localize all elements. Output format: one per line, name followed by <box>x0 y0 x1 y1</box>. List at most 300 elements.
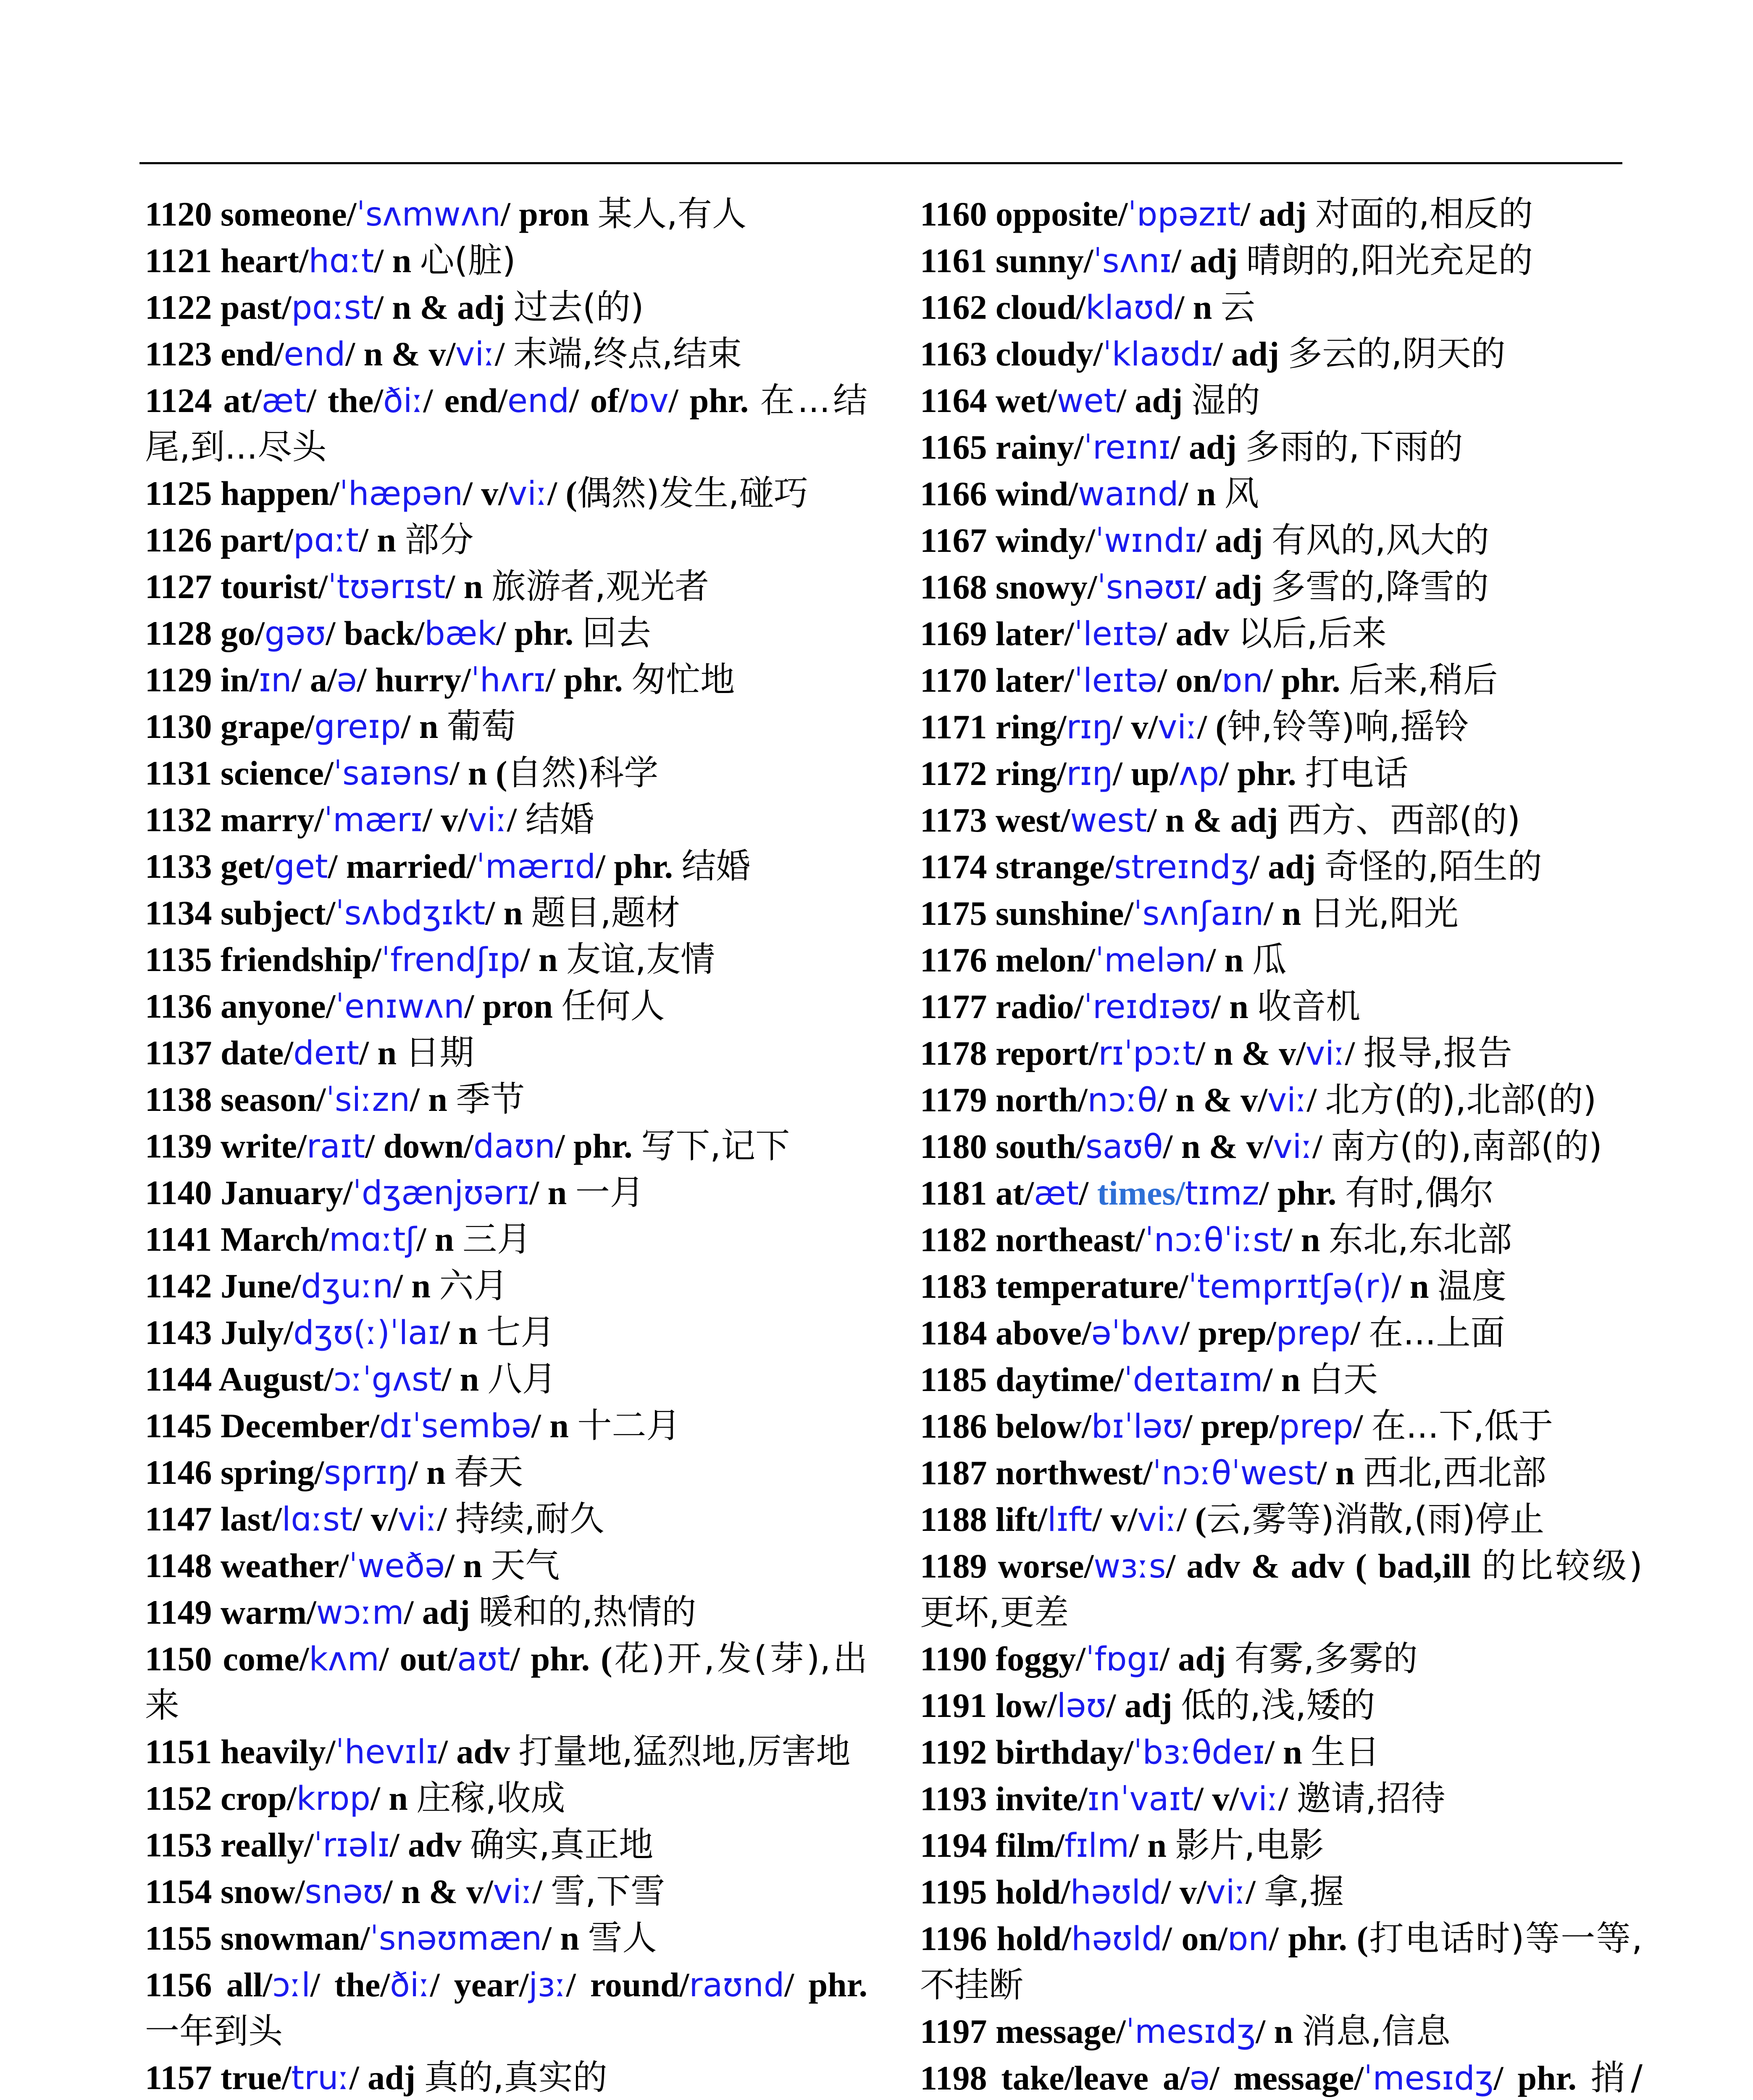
vocabulary-entry <box>145 2055 867 2100</box>
chinese-definition: 有风的,风大的 <box>1271 520 1489 560</box>
chinese-definition: 低的,浅,矮的 <box>1181 1685 1375 1725</box>
entry-text: / adj <box>1197 521 1272 559</box>
entry-text: 1193 invite/ <box>920 1780 1088 1818</box>
entry-text: / back/ <box>326 614 425 652</box>
entry-text: 1185 daytime/ <box>920 1360 1124 1399</box>
phonetic-transcription: streɪndʒ <box>1114 848 1250 886</box>
entry-text: / n <box>370 1779 417 1817</box>
phonetic-transcription: ˈwɪndɪ <box>1095 522 1197 560</box>
entry-text: / n <box>1264 894 1310 932</box>
chinese-definition: 在...下,低于 <box>1371 1406 1553 1446</box>
entry-text: 1137 date/ <box>145 1034 294 1072</box>
phonetic-transcription: wɜːs <box>1093 1548 1166 1586</box>
entry-text: / phr. <box>545 661 632 699</box>
entry-text: 1143 July/ <box>145 1313 294 1352</box>
vocabulary-entry <box>920 1357 1643 1403</box>
entry-text: / n <box>520 940 567 979</box>
chinese-definition: 南方(的),南部(的) <box>1330 1126 1602 1166</box>
entry-text: / married/ <box>328 847 476 885</box>
phonetic-transcription: ˈhæpən <box>339 475 463 513</box>
vocabulary-entry <box>145 657 867 704</box>
phonetic-transcription: dʒuːn <box>301 1268 394 1305</box>
phonetic-transcription: ˈleɪtə <box>1074 662 1158 700</box>
phonetic-transcription: wɔːm <box>316 1594 404 1632</box>
vocabulary-entry <box>920 657 1643 704</box>
entry-text: 1145 December/ <box>145 1407 379 1445</box>
entry-text: 1140 January/ <box>145 1173 353 1212</box>
entry-text: / n <box>529 1173 576 1212</box>
chinese-definition: 西方、西部(的) <box>1287 800 1521 840</box>
phonetic-transcription: bæk <box>424 615 497 653</box>
vocabulary-entry <box>145 1076 867 1123</box>
entry-text: / adj <box>1170 428 1246 466</box>
entry-text: 1169 later/ <box>920 614 1074 653</box>
phonetic-transcription: viː <box>508 475 548 513</box>
entry-text: / adj <box>1249 848 1325 886</box>
vocabulary-entry <box>145 1356 867 1403</box>
chinese-definition: 报导,报告 <box>1363 1033 1512 1073</box>
entry-text: / n <box>440 1313 486 1352</box>
vocabulary-entry <box>145 238 867 284</box>
entry-text: / pron <box>464 987 562 1025</box>
vocabulary-entry <box>920 1636 1643 1683</box>
phonetic-transcription: ˈsnəʊmæn <box>370 1920 542 1958</box>
entry-text: 1164 wet/ <box>920 381 1057 420</box>
entry-text: / n & v/ <box>383 1872 493 1911</box>
chinese-definition: 云,雾等)消散,(雨)停止 <box>1206 1499 1545 1539</box>
phonetic-transcription: viː <box>468 801 507 839</box>
phonetic-transcription: sprɪŋ <box>324 1454 408 1492</box>
entry-text: 1166 wind/ <box>920 475 1078 513</box>
vocabulary-entry <box>920 1310 1643 1357</box>
entry-text: 1161 sunny/ <box>920 242 1093 280</box>
entry-text: / adj <box>1117 381 1191 420</box>
phonetic-transcription: truː <box>291 2059 350 2097</box>
entry-text: 1189 worse/ <box>920 1547 1094 1585</box>
chinese-definition: 结婚 <box>525 800 594 840</box>
entry-text: / v/ <box>1161 1873 1206 1911</box>
phonetic-transcription: ˈmesɪdʒ <box>1364 2060 1494 2097</box>
entry-text: / <box>507 801 526 839</box>
chinese-definition: 题目,题材 <box>531 893 680 933</box>
vocabulary-entry <box>920 844 1643 890</box>
chinese-definition: 任何人 <box>561 986 665 1026</box>
chinese-definition: 雪人 <box>588 1918 657 1958</box>
chinese-definition: 湿的 <box>1191 381 1260 420</box>
entry-text: / n & v/ <box>345 335 456 373</box>
entry-text: / n <box>1263 1360 1309 1399</box>
entry-text: / n <box>1256 2012 1302 2050</box>
phonetic-transcription: viː <box>397 1501 437 1538</box>
phonetic-transcription: rɪˈpɔːt <box>1098 1035 1196 1073</box>
vocabulary-entry <box>145 750 867 797</box>
phonetic-transcription: rɪŋ <box>1066 755 1113 793</box>
phonetic-transcription: lɪft <box>1047 1501 1093 1539</box>
phonetic-transcription: ðiː <box>383 382 423 420</box>
entry-text: / n <box>358 521 405 559</box>
vocabulary-entry <box>920 238 1643 284</box>
chinese-definition: 拿,握 <box>1264 1872 1344 1912</box>
entry-text: / adj <box>1160 1640 1235 1678</box>
vocabulary-entry <box>920 284 1643 331</box>
chinese-definition: 七月 <box>486 1312 555 1352</box>
phonetic-transcription: viː <box>1158 709 1198 746</box>
entry-text: / year/ <box>430 1966 529 2004</box>
entry-text: / adj <box>1213 335 1288 373</box>
vocabulary-entry <box>920 937 1643 984</box>
entry-text: / adj <box>1241 195 1316 233</box>
chinese-definition: 旅游者,观光者 <box>491 567 710 606</box>
entry-text: / n <box>442 1360 488 1398</box>
vocabulary-entry <box>145 1310 867 1356</box>
entry-text: / v/ <box>352 1500 398 1538</box>
chinese-definition: 有雾,多雾的 <box>1234 1639 1418 1679</box>
vocabulary-entry <box>145 1030 867 1076</box>
entry-text: / <box>437 1500 455 1538</box>
chinese-definition: 云 <box>1220 287 1255 327</box>
entry-text: 1146 spring/ <box>145 1453 324 1491</box>
phonetic-transcription: saʊθ <box>1085 1128 1163 1166</box>
chinese-definition: 葡萄 <box>447 706 516 746</box>
chinese-definition: 打电话 <box>1305 753 1409 793</box>
vocabulary-entry <box>920 424 1643 471</box>
phonetic-transcription: viː <box>1273 1128 1313 1166</box>
entry-text: / n & v/ <box>1157 1081 1267 1119</box>
entry-text: 1171 ring/ <box>920 708 1067 746</box>
entry-text: / v/ <box>422 801 468 839</box>
entry-text: 1198 take/leave a/ <box>920 2059 1190 2097</box>
entry-text: / n <box>401 707 447 746</box>
entry-text: 1153 really/ <box>145 1826 314 1864</box>
chinese-definition: 在...上面 <box>1369 1313 1505 1353</box>
phonetic-transcription: həʊld <box>1071 1920 1162 1958</box>
phonetic-transcription: ˈfrendʃɪp <box>381 941 520 979</box>
entry-text: / prep/ <box>1183 1407 1279 1445</box>
entry-text: 1149 warm/ <box>145 1593 316 1631</box>
vocabulary-entry <box>920 1729 1643 1776</box>
phonetic-transcription: ɒn <box>1221 662 1263 700</box>
vocabulary-entry <box>145 284 867 331</box>
entry-text: 1183 temperature/ <box>920 1267 1188 1305</box>
entry-text: / end/ <box>423 381 508 420</box>
entry-text: / pron <box>501 195 598 233</box>
chinese-definition: 自然)科学 <box>507 753 659 793</box>
phonetic-transcription: ˈenɪwʌn <box>335 988 465 1026</box>
phonetic-transcription: dʒʊ(ː)ˈlaɪ <box>293 1314 440 1352</box>
vocabulary-entry <box>145 1216 867 1263</box>
vocabulary-entry <box>920 1543 1643 1636</box>
chinese-definition: 真的,真实的 <box>424 2058 607 2097</box>
phonetic-transcription: ˈsʌmwʌn <box>356 196 501 234</box>
chinese-definition: 影片,电影 <box>1175 1825 1324 1865</box>
phonetic-transcription: əˈbʌv <box>1091 1315 1180 1352</box>
vocabulary-entry <box>920 1683 1643 1729</box>
vocabulary-entry <box>145 1449 867 1496</box>
chinese-definition: 生日 <box>1311 1732 1380 1772</box>
entry-text: / out/ <box>379 1640 457 1678</box>
chinese-definition: 在...结尾,到...尽头 <box>145 381 868 467</box>
vocabulary-entry <box>145 470 867 517</box>
phonetic-transcription: ˈmesɪdʒ <box>1125 2013 1256 2051</box>
entry-text: / n <box>408 1453 455 1491</box>
chinese-definition: 确实,真正地 <box>470 1825 654 1865</box>
entry-text: 1190 foggy/ <box>920 1640 1086 1678</box>
phonetic-transcription: west <box>1070 802 1147 840</box>
phonetic-transcription: kʌm <box>309 1641 379 1678</box>
vocabulary-entry <box>920 1822 1643 1869</box>
entry-text: / <box>1079 1174 1097 1212</box>
entry-text: / <box>1351 1314 1369 1352</box>
phonetic-transcription: jɜː <box>528 1966 566 2004</box>
phonetic-transcription: mɑːtʃ <box>329 1221 417 1259</box>
phonetic-transcription: ˈbɜːθdeɪ <box>1133 1734 1265 1772</box>
entry-text: 1197 message/ <box>920 2012 1126 2050</box>
entry-text: / adv <box>1157 614 1238 653</box>
phonetic-transcription: ə <box>336 662 357 699</box>
phonetic-transcription: ˈɒpəzɪt <box>1127 196 1241 234</box>
entry-text: 1162 cloud/ <box>920 288 1086 326</box>
chinese-definition: 白天 <box>1309 1360 1378 1399</box>
entry-text: / of/ <box>569 381 629 420</box>
vocabulary-entry <box>920 1170 1643 1217</box>
phonetic-transcription: ˈmærɪ <box>323 801 423 839</box>
entry-text: / n <box>410 1080 456 1118</box>
vocabulary-entry <box>920 1496 1643 1543</box>
entry-text: / <box>1345 1034 1364 1072</box>
chinese-definition: 庄稼,收成 <box>416 1778 565 1818</box>
chinese-definition: 东北,东北部 <box>1329 1220 1512 1260</box>
phonetic-transcription: ˈhevɪlɪ <box>335 1733 438 1771</box>
vocabulary-entry <box>145 331 867 378</box>
entry-text: 1154 snow/ <box>145 1872 305 1911</box>
chinese-definition: 结婚 <box>681 846 751 886</box>
phonetic-transcription: klaʊd <box>1085 289 1175 327</box>
chinese-definition: 打电话时)等一等,不挂断 <box>920 1919 1643 2005</box>
chinese-definition: 写下,记下 <box>641 1126 790 1166</box>
chinese-definition: 对面的,相反的 <box>1315 194 1533 234</box>
chinese-definition: 过去(的) <box>513 287 644 327</box>
entry-text: 1133 get/ <box>145 847 274 885</box>
chinese-definition: 消息,信息 <box>1301 2011 1451 2051</box>
chinese-definition: 北方(的),北部(的) <box>1325 1080 1597 1120</box>
entry-text: / ( <box>1177 1500 1207 1538</box>
phonetic-transcription: get <box>274 848 328 886</box>
phonetic-transcription: viː <box>1267 1082 1307 1119</box>
phonetic-transcription: ə <box>1189 2060 1210 2097</box>
phonetic-transcription: raʊnd <box>689 1966 785 2004</box>
vocabulary-entry <box>145 191 867 238</box>
entry-text: 1130 grape/ <box>145 707 315 746</box>
phonetic-transcription: raɪt <box>306 1128 365 1166</box>
entry-text: 1135 friendship/ <box>145 940 381 979</box>
entry-text: / n ( <box>449 754 507 792</box>
phonetic-transcription: ðiː <box>390 1966 430 2004</box>
phonetic-transcription: ˈmærɪd <box>476 848 596 886</box>
phonetic-transcription: viː <box>1306 1035 1346 1073</box>
entry-text: 1123 end/ <box>145 335 284 373</box>
chinese-definition: 捎/ <box>1590 2058 1643 2098</box>
entry-text: 1122 past/ <box>145 288 292 326</box>
vocabulary-entry <box>920 1030 1643 1077</box>
chinese-definition: 收音机 <box>1257 987 1361 1026</box>
entry-text: / <box>532 1872 551 1911</box>
entry-text: / phr. <box>496 614 582 652</box>
phonetic-transcription: ˈsʌnʃaɪn <box>1133 895 1264 933</box>
entry-text: 1126 part/ <box>145 521 294 559</box>
entry-text: 1178 report/ <box>920 1034 1099 1072</box>
entry-text: / n <box>485 894 531 932</box>
chinese-definition: 季节 <box>456 1079 525 1119</box>
phonetic-transcription: ɔːˈgʌst <box>333 1361 442 1399</box>
entry-text: 1127 tourist/ <box>145 567 328 606</box>
entry-text: / n & adj <box>1147 801 1287 839</box>
entry-text: 1134 subject/ <box>145 894 336 932</box>
vocabulary-entry <box>145 1915 867 1962</box>
entry-text: 1142 June/ <box>145 1267 301 1305</box>
vocabulary-entry <box>145 937 867 983</box>
entry-text: / <box>495 335 513 373</box>
phonetic-transcription: ˈtemprɪtʃə(r) <box>1188 1268 1392 1306</box>
entry-text: / n <box>1283 1221 1329 1259</box>
left-column <box>145 191 867 2100</box>
phonetic-transcription: ˈklaʊdɪ <box>1103 336 1213 373</box>
entry-text: 1177 radio/ <box>920 987 1084 1026</box>
entry-text: / a/ <box>292 661 337 699</box>
chinese-definition: 十二月 <box>577 1406 681 1446</box>
chinese-definition: 钟,铃等)响,摇铃 <box>1227 707 1469 747</box>
phonetic-transcription: rɪŋ <box>1066 709 1113 746</box>
entry-text: / phr. ( <box>1269 1919 1369 1958</box>
entry-text: 1152 crop/ <box>145 1779 297 1817</box>
entry-text: 1173 west/ <box>920 801 1070 839</box>
phonetic-transcription: ˈrɪəlɪ <box>313 1827 390 1864</box>
vocabulary-entry <box>145 564 867 610</box>
entry-text: / phr. <box>784 1966 868 2004</box>
vocabulary-entry <box>920 517 1643 564</box>
entry-text: / down/ <box>365 1127 473 1165</box>
chinese-definition: 多雨的,下雨的 <box>1245 427 1463 467</box>
chinese-definition: 日光,阳光 <box>1309 893 1459 933</box>
entry-text: / n & v/ <box>1196 1034 1306 1072</box>
chinese-definition: 风 <box>1224 474 1259 514</box>
entry-text: / on/ <box>1157 661 1222 699</box>
chinese-definition: 奇怪的,陌生的 <box>1324 847 1542 887</box>
entry-text: / phr. <box>555 1127 641 1165</box>
phonetic-transcription: tɪmz <box>1185 1175 1259 1213</box>
vocabulary-entry <box>145 1589 867 1636</box>
phonetic-transcription: krɒp <box>296 1780 371 1818</box>
phonetic-transcription: hɑːt <box>308 242 374 280</box>
entry-text: / phr. <box>596 847 682 885</box>
vocabulary-entry <box>145 517 867 564</box>
entry-text: 1172 ring/ <box>920 754 1067 793</box>
entry-text: / up/ <box>1113 754 1179 793</box>
chinese-definition: 有时,偶尔 <box>1345 1173 1494 1213</box>
phonetic-transcription: ˈdʒænjʊərɪ <box>352 1174 530 1212</box>
entry-text: / n <box>1206 941 1252 979</box>
vocabulary-entry <box>145 1170 867 1216</box>
chinese-definition: 天气 <box>491 1546 560 1586</box>
entry-text: 1160 opposite/ <box>920 195 1128 233</box>
vocabulary-entry <box>920 331 1643 378</box>
vocabulary-entry <box>920 471 1643 517</box>
entry-text: 1194 film/ <box>920 1826 1064 1864</box>
vocabulary-entry <box>145 1496 867 1543</box>
vocabulary-entry <box>920 1217 1643 1263</box>
entry-text: 1165 rainy/ <box>920 428 1084 466</box>
phonetic-transcription: ɪn <box>259 662 292 699</box>
entry-text: 1170 later/ <box>920 661 1074 699</box>
vocabulary-entry <box>920 2008 1643 2055</box>
entry-text: 1168 snowy/ <box>920 568 1097 606</box>
phonetic-transcription: nɔːθ <box>1087 1082 1157 1119</box>
entry-text: / the/ <box>306 381 383 420</box>
chinese-definition: 暖和的,热情的 <box>478 1592 696 1632</box>
entry-text: 1129 in/ <box>145 661 259 699</box>
vocabulary-entry <box>145 1869 867 1915</box>
chinese-definition: 持续,耐久 <box>455 1499 604 1539</box>
entry-text: / n <box>1211 987 1257 1026</box>
entry-text: 1124 at/ <box>145 381 262 420</box>
entry-text: / adv <box>389 1826 470 1864</box>
entry-text: / the/ <box>310 1966 390 2004</box>
vocabulary-entry <box>920 564 1643 611</box>
chinese-definition: 温度 <box>1438 1266 1507 1306</box>
phonetic-transcription: viː <box>1137 1501 1177 1539</box>
chinese-definition: 日期 <box>405 1033 474 1073</box>
vocabulary-entry <box>920 890 1643 937</box>
vocabulary-entry <box>920 1869 1643 1916</box>
vocabulary-entry <box>145 378 867 470</box>
entry-text: / adj <box>1106 1686 1181 1725</box>
entry-text: 1167 windy/ <box>920 521 1095 559</box>
entry-text: / phr. ( <box>510 1640 612 1678</box>
entry-text: 1128 go/ <box>145 614 265 652</box>
phonetic-transcription: æt <box>1034 1175 1079 1213</box>
phonetic-transcription: aʊt <box>457 1641 510 1678</box>
entry-text: / round/ <box>566 1966 689 2004</box>
entry-text: / v/ <box>1113 708 1158 746</box>
chinese-definition: 末端,终点,结束 <box>513 334 742 374</box>
entry-text: / phr. <box>1219 754 1305 793</box>
chinese-definition: 友谊,友情 <box>566 940 715 979</box>
entry-text: 1163 cloudy/ <box>920 335 1103 373</box>
entry-text: / n <box>1178 475 1225 513</box>
vocabulary-entry <box>920 1403 1643 1450</box>
entry-text: / n <box>416 1220 463 1258</box>
phonetic-transcription: ˈreɪnɪ <box>1083 429 1171 467</box>
chinese-definition: 六月 <box>439 1266 508 1306</box>
phonetic-transcription: ˈsʌnɪ <box>1093 242 1172 280</box>
chinese-definition: 偶然)发生,碰巧 <box>577 473 808 513</box>
entry-text: 1120 someone/ <box>145 195 357 233</box>
entry-text: / n & adj <box>374 288 514 326</box>
chinese-definition: 一月 <box>575 1173 644 1213</box>
vocabulary-entry <box>145 1775 867 1822</box>
phonetic-transcription: greɪp <box>314 708 401 746</box>
vocabulary-entry <box>920 1077 1643 1124</box>
entry-text: / on/ <box>1162 1919 1227 1958</box>
entry-text: / adv & adv ( bad,ill <box>1166 1547 1482 1585</box>
phonetic-transcription: æt <box>261 382 307 420</box>
entry-text: 1132 marry/ <box>145 801 324 839</box>
phonetic-transcription: həʊld <box>1070 1874 1162 1911</box>
vocabulary-entry <box>145 983 867 1030</box>
entry-text: 1188 lift/ <box>920 1500 1047 1538</box>
chinese-definition: 多雪的,降雪的 <box>1271 567 1489 607</box>
entry-text: 1181 at/ <box>920 1174 1034 1212</box>
entry-text: / phr. <box>1263 661 1349 699</box>
